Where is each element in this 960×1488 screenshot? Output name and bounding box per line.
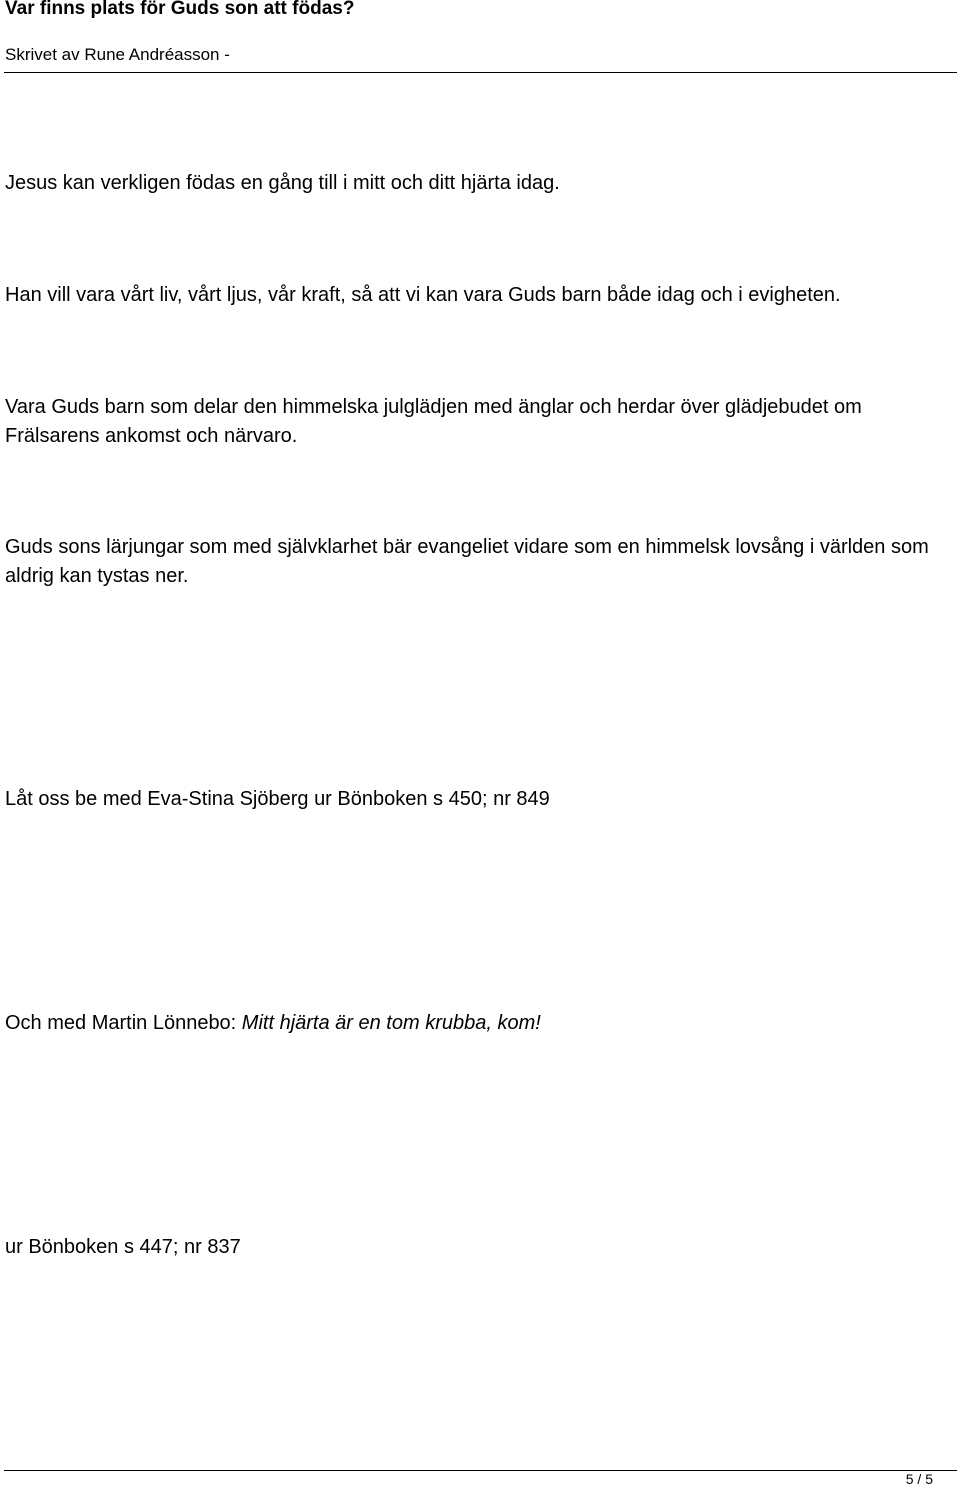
page-number: 5 / 5 [905, 1471, 933, 1487]
body-paragraph: Jesus kan verkligen födas en gång till i mitt och ditt hjärta idag. [5, 172, 560, 194]
body-paragraph-quote [5, 1009, 940, 1038]
body-paragraph: Guds sons lärjungar som med självklarhet bär evangeliet vidare som en himmelsk lovsång i världen som aldrig kan tystas ner. [5, 536, 929, 587]
author-byline: Skrivet av Rune Andréasson - [5, 45, 230, 64]
quote-intro: Och med Martin Lönnebo: [5, 1012, 242, 1034]
body-paragraph: Låt oss be med Eva-Stina Sjöberg ur Bönboken s 450; nr 849 [5, 788, 550, 810]
body-paragraph: ur Bönboken s 447; nr 837 [5, 1236, 241, 1258]
footer-divider [4, 1470, 957, 1471]
page-title: Var finns plats för Guds son att födas? [5, 0, 355, 19]
header-divider [4, 72, 957, 73]
body-paragraph: Han vill vara vårt liv, vårt ljus, vår kraft, så att vi kan vara Guds barn både idag och i evigheten. [5, 284, 841, 306]
quote-text: Mitt hjärta är en tom krubba, kom! [241, 1012, 541, 1034]
body-paragraph: Vara Guds barn som delar den himmelska julglädjen med änglar och herdar över glädjebudet om Frälsarens ankomst och närvaro. [5, 396, 862, 447]
